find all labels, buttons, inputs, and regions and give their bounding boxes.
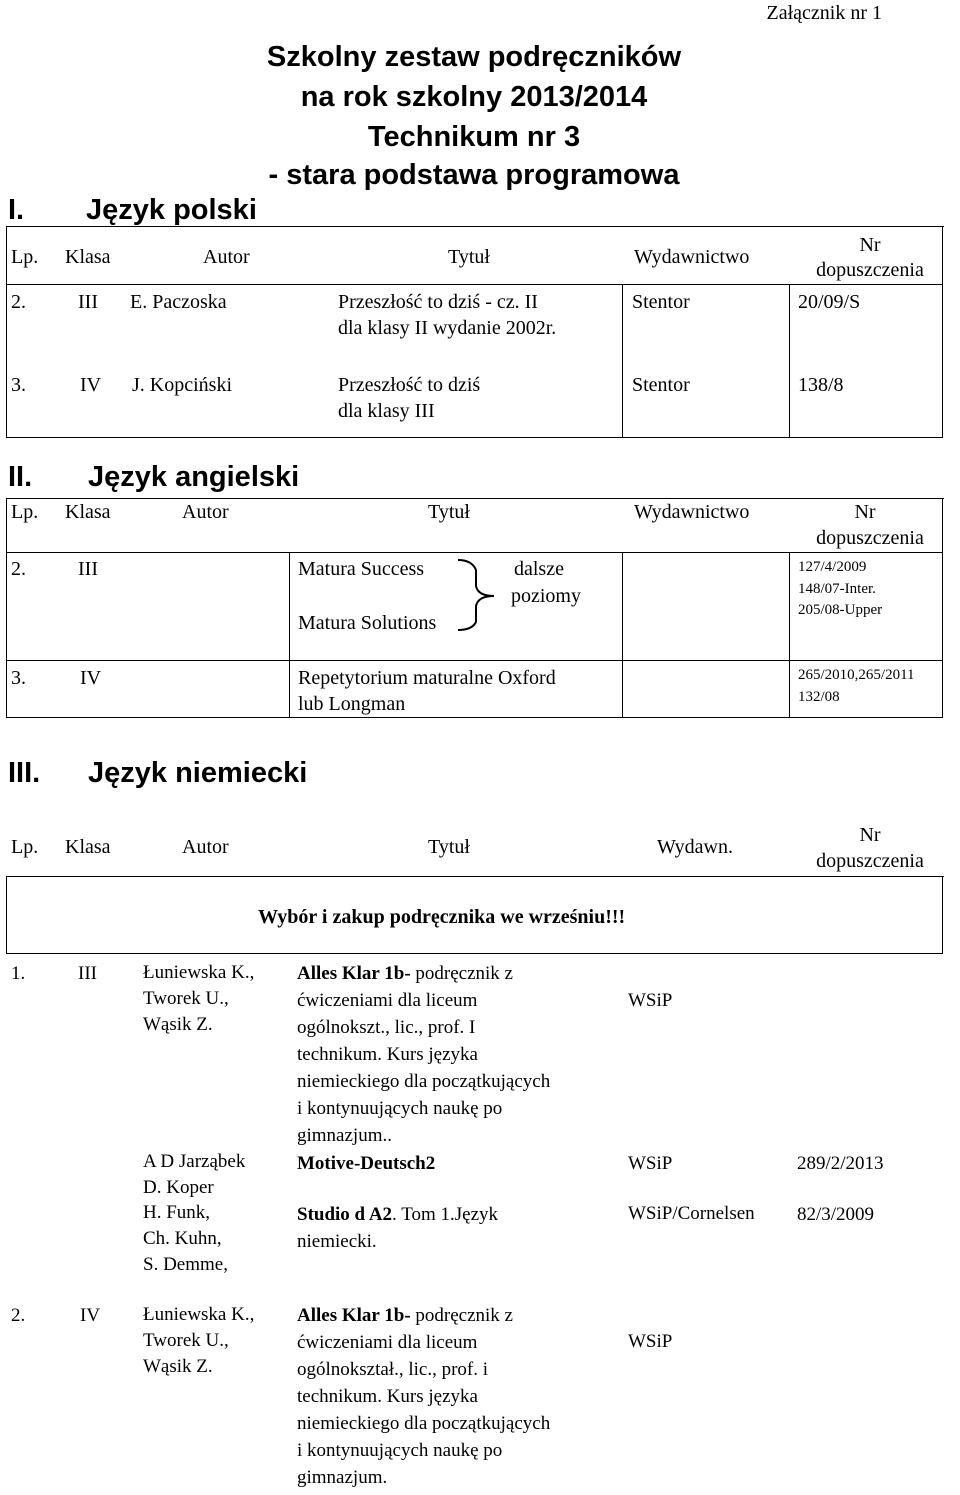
header-nr: Nr (859, 234, 881, 256)
header-klasa: Klasa (65, 246, 111, 268)
title-line: ogólnokszt., lic., prof. I (297, 1017, 476, 1038)
author: D. Koper (143, 1177, 214, 1198)
header-dopuszczenia: dopuszczenia (816, 527, 924, 549)
annex-label: Załącznik nr 1 (766, 2, 882, 24)
row-approval-nr-1: 127/4/2009 (798, 559, 867, 575)
header-dopuszczenia: dopuszczenia (816, 850, 924, 872)
row-approval-nr-2: 148/07-Inter. (798, 581, 876, 597)
title-line: niemiecki. (297, 1231, 377, 1252)
author: Łuniewska K., (143, 1304, 255, 1325)
author: Wąsik Z. (143, 1356, 213, 1377)
row-klasa: III (78, 558, 98, 580)
row-publisher-2: WSiP (628, 1153, 673, 1174)
brace-icon (454, 556, 504, 634)
row-approval-nr-2: 289/2/2013 (797, 1153, 884, 1174)
title-line: gimnazjum.. (297, 1125, 392, 1146)
author: Łuniewska K., (143, 962, 255, 983)
author: Tworek U., (143, 1330, 229, 1351)
title-rest: . Tom 1.Język (392, 1204, 499, 1225)
row-lp: 2. (11, 558, 26, 580)
title-line-2: na rok szkolny 2013/2014 (300, 81, 648, 113)
row-title-line-2: dla klasy III (338, 400, 435, 422)
row-lp: 2. (11, 1305, 26, 1326)
row-title-2: Motive-Deutsch2 (297, 1153, 436, 1174)
header-dopuszczenia: dopuszczenia (816, 259, 924, 281)
header-wydawn: Wydawn. (657, 836, 733, 858)
row-klasa: III (78, 291, 98, 313)
header-klasa: Klasa (65, 836, 111, 858)
row-title-line-2: Matura Solutions (298, 612, 437, 634)
title-rest: podręcznik z (410, 1305, 513, 1326)
row-lp: 2. (11, 291, 26, 313)
title-rest: podręcznik z (410, 963, 513, 984)
header-nr: Nr (854, 501, 876, 523)
section-title-polish: Język polski (86, 194, 257, 226)
row-title-line-1: Przeszłość to dziś (338, 374, 481, 396)
row-approval-nr-1: 265/2010,265/2011 (798, 667, 915, 683)
row-klasa: IV (80, 1305, 101, 1326)
row-lp: 1. (11, 963, 26, 984)
header-tytul: Tytuł (428, 836, 470, 858)
row-title-block-3 (297, 1201, 498, 1255)
row-title-line-1: Matura Success (298, 558, 425, 580)
row-klasa: IV (80, 667, 102, 689)
header-lp: Lp. (11, 836, 39, 858)
header-klasa: Klasa (65, 501, 111, 523)
section-title-german: Język niemiecki (88, 757, 308, 789)
row-approval-nr-2: 132/08 (798, 689, 840, 705)
row-approval-nr: 138/8 (798, 374, 844, 396)
section-number-polish: I. (8, 194, 25, 226)
row-authors (143, 1302, 254, 1380)
purchase-notice: Wybór i zakup podręcznika we wrześniu!!! (258, 906, 626, 928)
header-nr: Nr (859, 824, 881, 846)
row-title-line-1: Przeszłość to dziś - cz. II (338, 291, 538, 313)
title-bold: Alles Klar 1b- (297, 1305, 411, 1326)
header-wydawnictwo: Wydawnictwo (634, 501, 750, 523)
title-line: niemieckiego dla początkujących (297, 1071, 551, 1092)
row-approval-nr: 20/09/S (798, 291, 861, 313)
header-tytul: Tytuł (428, 501, 470, 523)
row-note-line-2: poziomy (511, 585, 581, 607)
row-authors-2 (143, 1149, 245, 1201)
title-line: gimnazjum. (297, 1467, 388, 1488)
row-authors-1 (143, 960, 254, 1038)
section-title-english: Język angielski (88, 461, 300, 493)
row-publisher: Stentor (632, 374, 690, 396)
author: Ch. Kuhn, (143, 1228, 222, 1249)
row-lp: 3. (11, 667, 26, 689)
author: Wąsik Z. (143, 1014, 213, 1035)
row-publisher: WSiP (628, 1331, 673, 1352)
row-authors-3 (143, 1200, 228, 1278)
row-publisher-3: WSiP/Cornelsen (628, 1203, 755, 1224)
row-approval-nr-3: 82/3/2009 (797, 1204, 875, 1225)
row-autor: E. Paczoska (130, 291, 227, 313)
title-line-3: Technikum nr 3 (367, 121, 581, 153)
row-publisher: WSiP (628, 990, 673, 1011)
title-line: technikum. Kurs języka (297, 1044, 478, 1065)
title-line-1: Szkolny zestaw podręczników (266, 41, 682, 73)
title-line-4: - stara podstawa programowa (268, 159, 680, 191)
row-title-block-1 (297, 960, 550, 1149)
row-title-block (297, 1302, 550, 1491)
title-line: technikum. Kurs języka (297, 1386, 478, 1407)
row-lp: 3. (11, 374, 26, 396)
title-line: i kontynuujących naukę po (297, 1098, 503, 1119)
row-note-line-1: dalsze (514, 558, 564, 580)
header-autor: Autor (203, 246, 250, 268)
header-autor: Autor (182, 501, 229, 523)
author: H. Funk, (143, 1202, 211, 1223)
title-line: ćwiczeniami dla liceum (297, 1332, 478, 1353)
section-number-english: II. (8, 461, 33, 493)
row-title-line-2: lub Longman (298, 693, 406, 715)
title-bold: Studio d A2 (297, 1204, 393, 1225)
row-title-line-2: dla klasy II wydanie 2002r. (338, 317, 557, 339)
title-line: niemieckiego dla początkujących (297, 1413, 551, 1434)
section-number-german: III. (8, 757, 41, 789)
row-klasa: IV (80, 374, 102, 396)
header-lp: Lp. (11, 501, 39, 523)
row-approval-nr-3: 205/08-Upper (798, 602, 883, 618)
title-line: ogólnokształ., lic., prof. i (297, 1359, 489, 1380)
author: S. Demme, (143, 1254, 228, 1275)
title-line: i kontynuujących naukę po (297, 1440, 503, 1461)
row-publisher: Stentor (632, 291, 690, 313)
row-klasa: III (78, 963, 97, 984)
header-wydawnictwo: Wydawnictwo (634, 246, 750, 268)
header-autor: Autor (182, 836, 229, 858)
row-autor: J. Kopciński (132, 374, 232, 396)
author: Tworek U., (143, 988, 229, 1009)
title-bold: Alles Klar 1b- (297, 963, 411, 984)
title-line: ćwiczeniami dla liceum (297, 990, 478, 1011)
header-lp: Lp. (11, 246, 39, 268)
row-title-line-1: Repetytorium maturalne Oxford (298, 667, 556, 689)
author: A D Jarząbek (143, 1151, 246, 1172)
header-tytul: Tytuł (448, 246, 490, 268)
